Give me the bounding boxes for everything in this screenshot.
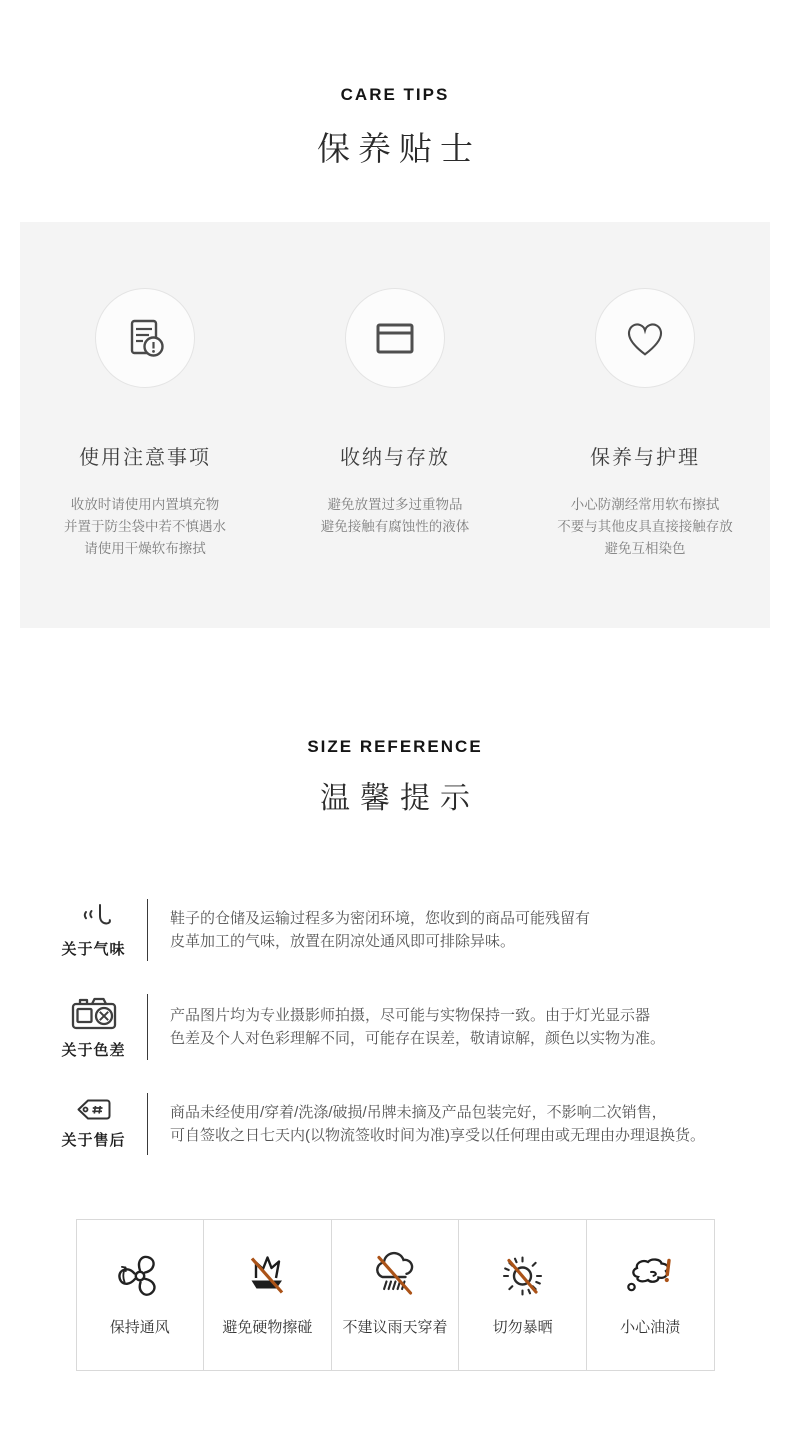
care-column-title: 使用注意事项 (79, 446, 211, 469)
notes-section (40, 899, 750, 1155)
care-tips-header (0, 0, 790, 169)
note-left (40, 901, 147, 959)
document-alert-icon (122, 315, 168, 361)
text-line: 鞋子的仓储及运输过程多为密闭环境，您收到的商品可能残留有 (170, 909, 591, 927)
text-line: 产品图片均为专业摄影师拍摄，尽可能与实物保持一致。由于灯光显示器 (170, 1006, 651, 1024)
text-line: 请使用干燥软布擦拭 (84, 540, 206, 556)
warning-label: 切勿暴晒 (492, 1318, 553, 1336)
care-tips-en-title: CARE TIPS (340, 85, 450, 104)
text-line: 收放时请使用内置填充物 (70, 496, 220, 512)
warning-cell-ventilation (77, 1220, 205, 1370)
care-column-title: 保养与护理 (590, 446, 700, 469)
text-line: 不要与其他皮具直接接触存放 (557, 518, 733, 534)
fan-icon (113, 1248, 167, 1304)
size-reference-header (0, 738, 790, 817)
note-label: 关于色差 (61, 1041, 126, 1059)
note-row-odor (40, 899, 750, 961)
warning-label: 不建议雨天穿着 (342, 1318, 448, 1336)
text-line: 色差及个人对色彩理解不同，可能存在误差，敬请谅解，颜色以实物为准。 (170, 1029, 666, 1047)
care-tips-cn-title: 保养贴士 (317, 130, 481, 167)
size-reference-en-title: SIZE REFERENCE (307, 736, 483, 756)
text-line: 可自签收之日七天内(以物流签收时间为准)享受以任何理由或无理由办理退换货。 (170, 1126, 705, 1144)
warning-label: 避免硬物擦碰 (222, 1318, 313, 1336)
care-column-text (321, 494, 470, 538)
care-column-storage (270, 288, 520, 560)
care-column-text (64, 494, 226, 560)
note-text (148, 1101, 705, 1147)
text-line: 小心防潮经常用软布擦拭 (570, 496, 720, 512)
size-reference-cn-title: 温馨提示 (320, 781, 480, 815)
text-line: 避免接触有腐蚀性的液体 (320, 518, 470, 534)
storage-box-icon (371, 317, 419, 359)
nose-smell-icon (76, 901, 112, 931)
note-left (40, 1097, 147, 1150)
note-row-after-sales (40, 1093, 750, 1155)
warning-cell-no-rain (332, 1220, 460, 1370)
text-line: 避免互相染色 (604, 540, 686, 556)
icon-circle (345, 288, 445, 388)
no-rain-icon (368, 1248, 422, 1304)
warning-label: 保持通风 (109, 1318, 170, 1336)
icon-circle (595, 288, 695, 388)
care-column-maintenance (520, 288, 770, 560)
note-left (40, 994, 147, 1060)
text-line: 避免放置过多过重物品 (327, 496, 463, 512)
note-label: 关于售后 (61, 1132, 126, 1150)
care-column-title: 收纳与存放 (340, 446, 450, 469)
text-line: 商品未经使用/穿着/洗涤/破损/吊牌未摘及产品包装完好，不影响二次销售， (170, 1103, 667, 1121)
camera-icon (70, 994, 118, 1032)
care-panel (20, 222, 770, 628)
warning-cell-no-hard-objects (204, 1220, 332, 1370)
text-line: 并置于防尘袋中若不慎遇水 (64, 518, 226, 534)
price-tag-icon (75, 1097, 113, 1122)
warning-cell-oil-stains (587, 1220, 714, 1370)
note-text (148, 1004, 665, 1050)
oil-stain-icon (623, 1248, 677, 1304)
warning-label: 小心油渍 (620, 1318, 681, 1336)
warning-cell-no-sunlight (459, 1220, 587, 1370)
no-sunlight-icon (496, 1248, 550, 1304)
icon-circle (95, 288, 195, 388)
text-line: 皮革加工的气味，放置在阴凉处通风即可排除异味。 (170, 932, 516, 950)
note-row-color-difference (40, 994, 750, 1060)
warning-table (76, 1219, 715, 1371)
care-column-usage (20, 288, 270, 560)
care-column-text (557, 494, 733, 560)
heart-icon (622, 315, 668, 361)
note-text (148, 907, 590, 953)
note-label: 关于气味 (61, 940, 126, 958)
no-hard-object-icon (240, 1248, 294, 1304)
